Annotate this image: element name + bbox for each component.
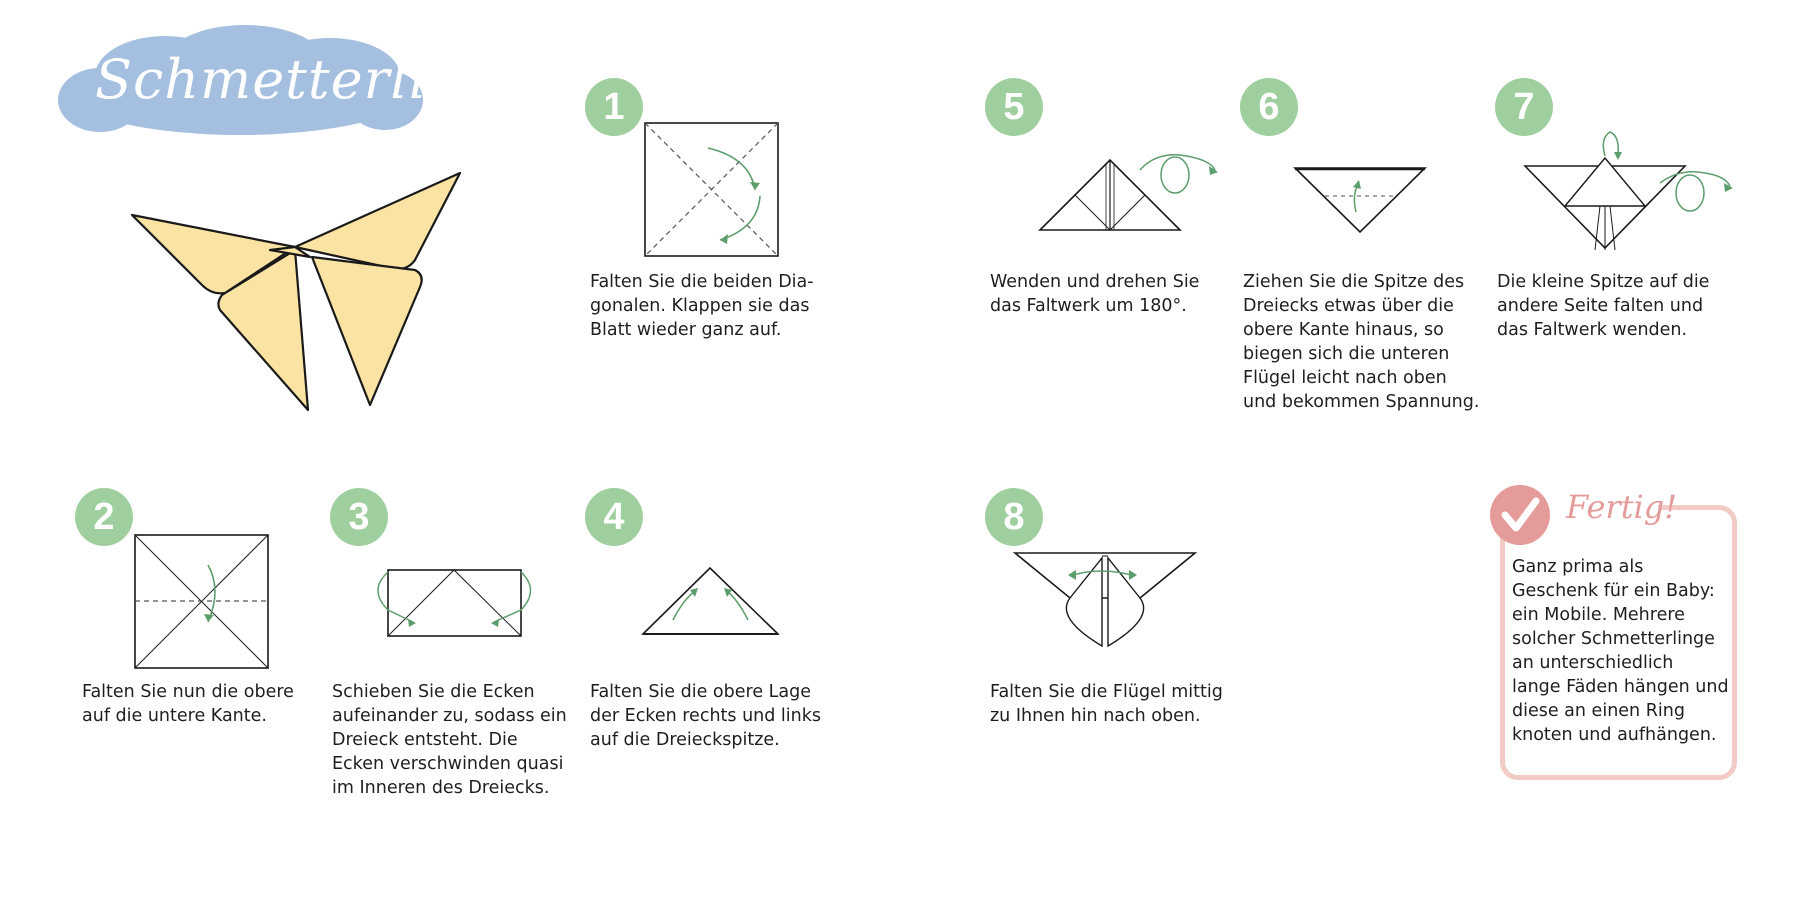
step-5-badge: 5 <box>985 78 1043 136</box>
step-1-diagram <box>640 118 785 263</box>
step-3-diagram <box>368 560 538 640</box>
step-5-diagram <box>1030 145 1230 240</box>
step-4-badge: 4 <box>585 488 643 546</box>
step-5-text: Wenden und drehen Sie das Faltwerk um 180°. <box>990 272 1200 316</box>
step-8-diagram <box>1010 548 1200 650</box>
page-title: Schmetterling <box>95 48 499 111</box>
step-7-diagram <box>1520 128 1740 258</box>
step-3-text: Schieben Sie die Ecken aufeinander zu, sodass ein Dreieck entsteht. Die Ecken verschwinden quasi im Inneren des Dreiecks. <box>332 682 567 798</box>
step-6-badge: 6 <box>1240 78 1298 136</box>
step-7-text: Die kleine Spitze auf die andere Seite falten und das Faltwerk wenden. <box>1497 272 1710 340</box>
step-8-text: Falten Sie die Flügel mittig zu Ihnen hin nach oben. <box>990 682 1223 726</box>
step-1-badge: 1 <box>585 78 643 136</box>
step-3-badge: 3 <box>330 488 388 546</box>
step-1-text: Falten Sie die beiden Dia- gonalen. Klappen sie das Blatt wieder ganz auf. <box>590 272 814 340</box>
finished-text: Ganz prima als Geschenk für ein Baby: ein Mobile. Mehrere solcher Schmetterlinge an unterschiedlich lange Fäden hängen und diese an einen Ring knoten und aufhängen. <box>1512 557 1729 745</box>
step-7-badge: 7 <box>1495 78 1553 136</box>
step-2-diagram <box>130 530 275 675</box>
step-6-text: Ziehen Sie die Spitze des Dreiecks etwas über die obere Kante hinaus, so biegen sich die unteren Flügel leicht nach oben und bekommen Spannung. <box>1243 272 1480 412</box>
finished-label: Fertig! <box>1566 488 1678 526</box>
step-4-diagram <box>638 560 783 640</box>
step-2-text: Falten Sie nun die obere auf die untere Kante. <box>82 682 294 726</box>
checkmark-icon <box>1490 485 1550 545</box>
butterfly-illustration <box>120 165 470 415</box>
step-6-diagram <box>1290 160 1430 240</box>
step-4-text: Falten Sie die obere Lage der Ecken rechts und links auf die Dreieckspitze. <box>590 682 821 750</box>
step-8-badge: 8 <box>985 488 1043 546</box>
step-2-badge: 2 <box>75 488 133 546</box>
